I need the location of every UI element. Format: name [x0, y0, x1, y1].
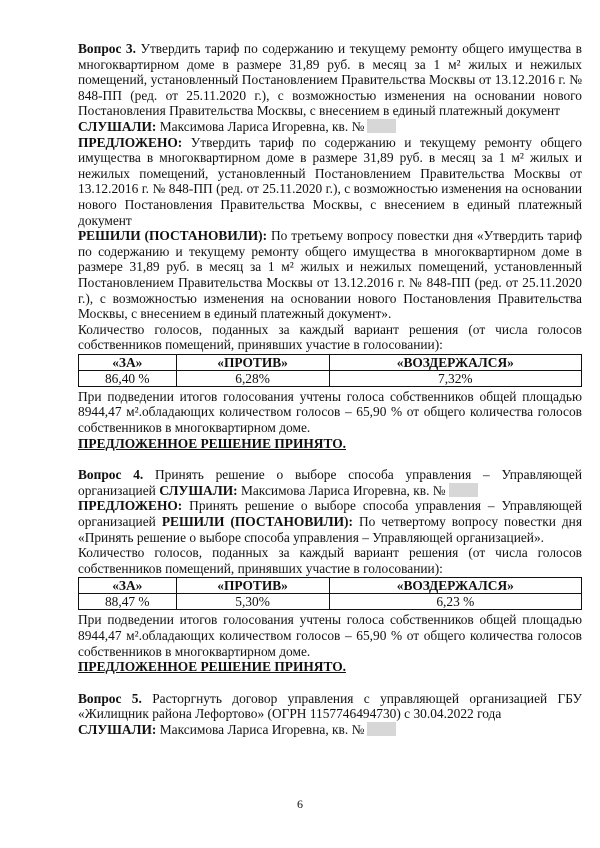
- votes-header-protiv: «ПРОТИВ»: [176, 578, 329, 594]
- q5-text: Расторгнуть договор управления с управляющей организацией ГБУ «Жилищник района Лефортово» (ОГРН 1157746494730) с 30.04.2022 года: [78, 690, 582, 722]
- votes-header-vozd: «ВОЗДЕРЖАЛСЯ»: [329, 354, 581, 370]
- votes-value-row: [79, 594, 582, 610]
- q4-heard-label: СЛУШАЛИ:: [159, 482, 238, 498]
- page-content: [78, 41, 582, 738]
- votes-header-protiv: «ПРОТИВ»: [176, 354, 329, 370]
- q3-heard-label: СЛУШАЛИ:: [78, 118, 157, 134]
- q3-accepted: ПРЕДЛОЖЕННОЕ РЕШЕНИЕ ПРИНЯТО.: [78, 435, 346, 451]
- q3-decided-text: По третьему вопросу повестки дня «Утвердить тариф по содержанию и текущему ремонту общего имущества в многоквартирном доме в размере 31,89 руб. в месяц за 1 м² жилых и нежилых помещений, установленный Постановлением Правительства Москвы от 13.12.2016 г. № 848-ПП (ред. от 25.11.2020 г.), с возможностью изменения на основании нового Постановления Правительства Москвы, с внесением в единый платежный документ».: [78, 228, 582, 322]
- votes-header-za: «ЗА»: [79, 354, 177, 370]
- q4-decided-text: По четвертому вопросу повестки дня «Принять решение о выборе способа управления – Управляющей организацией».: [78, 514, 583, 545]
- votes-za-value: 88,47 %: [79, 594, 177, 610]
- redacted-apartment-number: [449, 483, 478, 497]
- q5-heading: Вопрос 5.: [78, 690, 142, 706]
- q5-heard-label: СЛУШАЛИ:: [78, 721, 157, 737]
- votes-header-row: [79, 354, 582, 370]
- votes-value-row: [79, 370, 582, 386]
- q4-votes-intro: Количество голосов, поданных за каждый вариант решения (от числа голосов собственников помещений, принявших участие в голосовании):: [78, 545, 582, 576]
- redacted-apartment-number: [367, 722, 396, 736]
- q5-heard: [78, 722, 582, 738]
- q3-votes-table: [78, 354, 582, 387]
- votes-za-value: 86,40 %: [79, 370, 177, 386]
- q4-proposed-text: Принять решение о выборе способа управления – Управляющей организацией: [78, 498, 582, 530]
- q5-heard-text: Максимова Лариса Игоревна, кв. №: [159, 721, 365, 737]
- q3-summary: При подведении итогов голосования учтены голоса собственников общей площадью 8944,47 м².обладающих количеством голосов – 65,90 % от общего количества голосов собственников в многоквартирном доме.: [78, 388, 582, 436]
- q4-paragraph: [78, 467, 582, 498]
- q3-text: Утвердить тариф по содержанию и текущему ремонту общего имущества в многоквартирном доме в размере 31,89 руб. в месяц за 1 м² жилых и нежилых помещений, установленный Постановлением Правительства Москвы от 13.12.2016 г. № 848-ПП (ред. от 25.11.2020 г.), с возможностью изменения на основании нового Постановления Правительства Москвы, с внесением в единый платежный документ: [78, 41, 582, 119]
- q4-summary: При подведении итогов голосования учтены голоса собственников общей площадью 8944,47 м².обладающих количеством голосов – 65,90 % от общего количества голосов собственников в многоквартирном доме.: [78, 612, 582, 659]
- q3-proposed-text: Утвердить тариф по содержанию и текущему ремонту общего имущества в многоквартирном доме в размере 31,89 руб. в месяц за 1 м² жилых и нежилых помещений, установленный Постановлением Правительства Москвы от 13.12.2016 г. № 848-ПП (ред. от 25.11.2020 г.), с возможностью изменения на основании нового Постановления Правительства Москвы, с внесением в единый платежный документ: [78, 134, 582, 228]
- q3-heard-text: Максимова Лариса Игоревна, кв. №: [159, 118, 365, 134]
- q3-decided: [78, 228, 582, 322]
- q4-votes-table: [78, 577, 582, 610]
- q3-paragraph: [78, 41, 582, 119]
- spacer: [78, 451, 582, 467]
- votes-protiv-value: 5,30%: [176, 594, 329, 610]
- q4-text: Принять решение о выборе способа управления – Управляющей организацией: [78, 467, 582, 498]
- q3-votes-intro: Количество голосов, поданных за каждый вариант решения (от числа голосов собственников помещений, принявших участие в голосовании):: [78, 321, 582, 353]
- votes-header-vozd: «ВОЗДЕРЖАЛСЯ»: [329, 578, 581, 594]
- spacer: [78, 675, 582, 691]
- q5-paragraph: [78, 691, 582, 722]
- q4-accepted: ПРЕДЛОЖЕННОЕ РЕШЕНИЕ ПРИНЯТО.: [78, 659, 346, 675]
- votes-header-row: [79, 578, 582, 594]
- q3-heading: Вопрос 3.: [78, 41, 136, 56]
- q3-decided-label: РЕШИЛИ (ПОСТАНОВИЛИ):: [78, 228, 268, 244]
- votes-header-za: «ЗА»: [79, 578, 177, 594]
- q4-heading: Вопрос 4.: [78, 467, 144, 483]
- q4-heard-text: Максимова Лариса Игоревна, кв. №: [240, 482, 446, 498]
- votes-vozd-value: 7,32%: [329, 370, 581, 386]
- votes-vozd-value: 6,23 %: [329, 594, 581, 610]
- votes-protiv-value: 6,28%: [176, 370, 329, 386]
- redacted-apartment-number: [367, 119, 396, 133]
- q3-proposed: [78, 135, 582, 229]
- q4-decided-label: РЕШИЛИ (ПОСТАНОВИЛИ):: [161, 514, 353, 530]
- q3-proposed-label: ПРЕДЛОЖЕНО:: [78, 134, 183, 150]
- q4-proposed-label: ПРЕДЛОЖЕНО:: [78, 498, 183, 514]
- page-number: 6: [297, 797, 303, 811]
- q4-proposed: [78, 498, 582, 545]
- q3-heard: [78, 119, 582, 135]
